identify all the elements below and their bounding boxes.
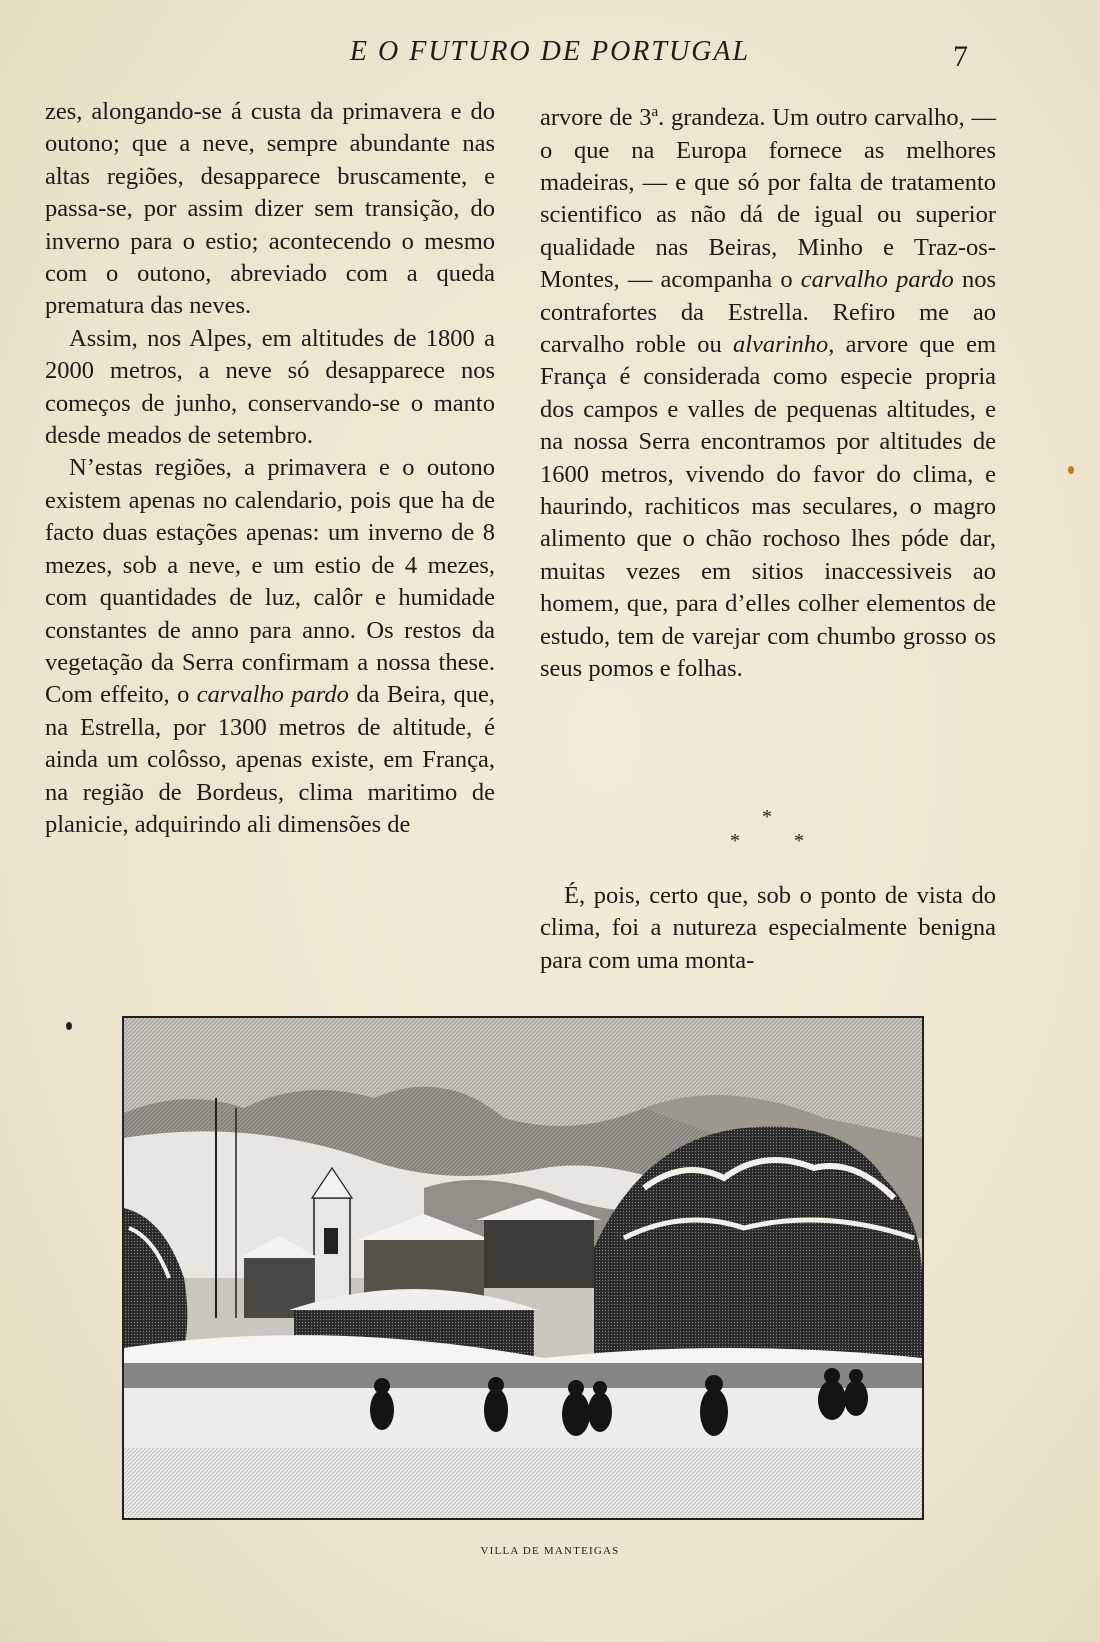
text-run: , arvore que em França é considerada como especie propria dos campos e valles de pequenas altitudes, e na nossa Serra encontramos por altitudes de 1600 metros, vivendo do favor do clima, e haurindo, rachiticos mas seculares, o magro alimento que o chão rochoso lhes póde dar, muitas vezes em sitios inaccessiveis ao homem, que, para d’elles colher elementos de estudo, tem de varejar com chumbo grosso os seus pomos e folhas.: [540, 331, 996, 683]
right-column: [540, 96, 996, 685]
text-run: arvore de 3: [540, 104, 652, 132]
ink-speck: [66, 1022, 72, 1030]
asterisk: *: [730, 830, 740, 852]
snow-village-engraving: [124, 1018, 922, 1518]
italic-term: carvalho pardo: [196, 681, 349, 709]
engraving-illustration: [122, 1016, 924, 1520]
ordinal-superscript: a: [651, 104, 659, 120]
text-run: . grandeza. Um outro carvalho, — o que na Europa fornece as melhores madeiras, — e que só por falta de tratamento scientifico as não dá de igual ou superior qualidade nas Beiras, Minho e Traz-os-Montes, — acompanha o: [540, 104, 996, 294]
right-column-continuation: [540, 880, 996, 977]
text-run: nos contrafortes da Estrella. Refiro me ao carvalho roble ou: [540, 266, 996, 358]
paragraph: É, pois, certo que, sob o ponto de vista do clima, foi a nutureza especialmente benigna para com uma monta-: [540, 882, 996, 974]
text-run: N’estas regiões, a primavera e o outono existem apenas no calendario, pois que ha de facto duas estações apenas: um inverno de 8 mezes, sob a neve, e um estio de 4 mezes, com quantidades de luz, calôr e humidade constantes de anno para anno. Os restos da vegetação da Serra confirmam a nossa these. Com effeito, o: [45, 454, 495, 709]
paragraph: Assim, nos Alpes, em altitudes de 1800 a 2000 metros, a neve só desapparece nos começos de junho, conservando-se o manto desde meados de setembro.: [45, 324, 495, 450]
asterisk: *: [762, 806, 772, 828]
left-column: [45, 96, 495, 841]
text-run: da Beira, que, na Estrella, por 1300 metros de altitude, é ainda um colôsso, apenas existe, em França, na região de Bordeus, clima maritimo de planicie, adquirindo ali dimensões de: [45, 681, 495, 838]
page-number: 7: [953, 40, 968, 73]
italic-term: alvarinho: [732, 331, 829, 358]
asterism-separator: [700, 806, 840, 866]
asterisk: *: [794, 830, 804, 852]
paragraph: [540, 96, 996, 685]
italic-term: carvalho pardo: [800, 266, 954, 294]
figure-caption: VILLA DE MANTEIGAS: [480, 1545, 620, 1557]
paragraph: [45, 452, 495, 841]
paragraph: zes, alongando-se á custa da primavera e do outono; que a neve, sempre abundante nas altas regiões, desapparece bruscamente, e passa-se, por assim dizer sem transição, do inverno para o estio; acontecendo o mesmo com o outono, abreviado com a queda prematura das neves.: [45, 98, 495, 320]
ink-speck: [1068, 466, 1074, 474]
running-title: E O FUTURO DE PORTUGAL: [349, 36, 751, 67]
